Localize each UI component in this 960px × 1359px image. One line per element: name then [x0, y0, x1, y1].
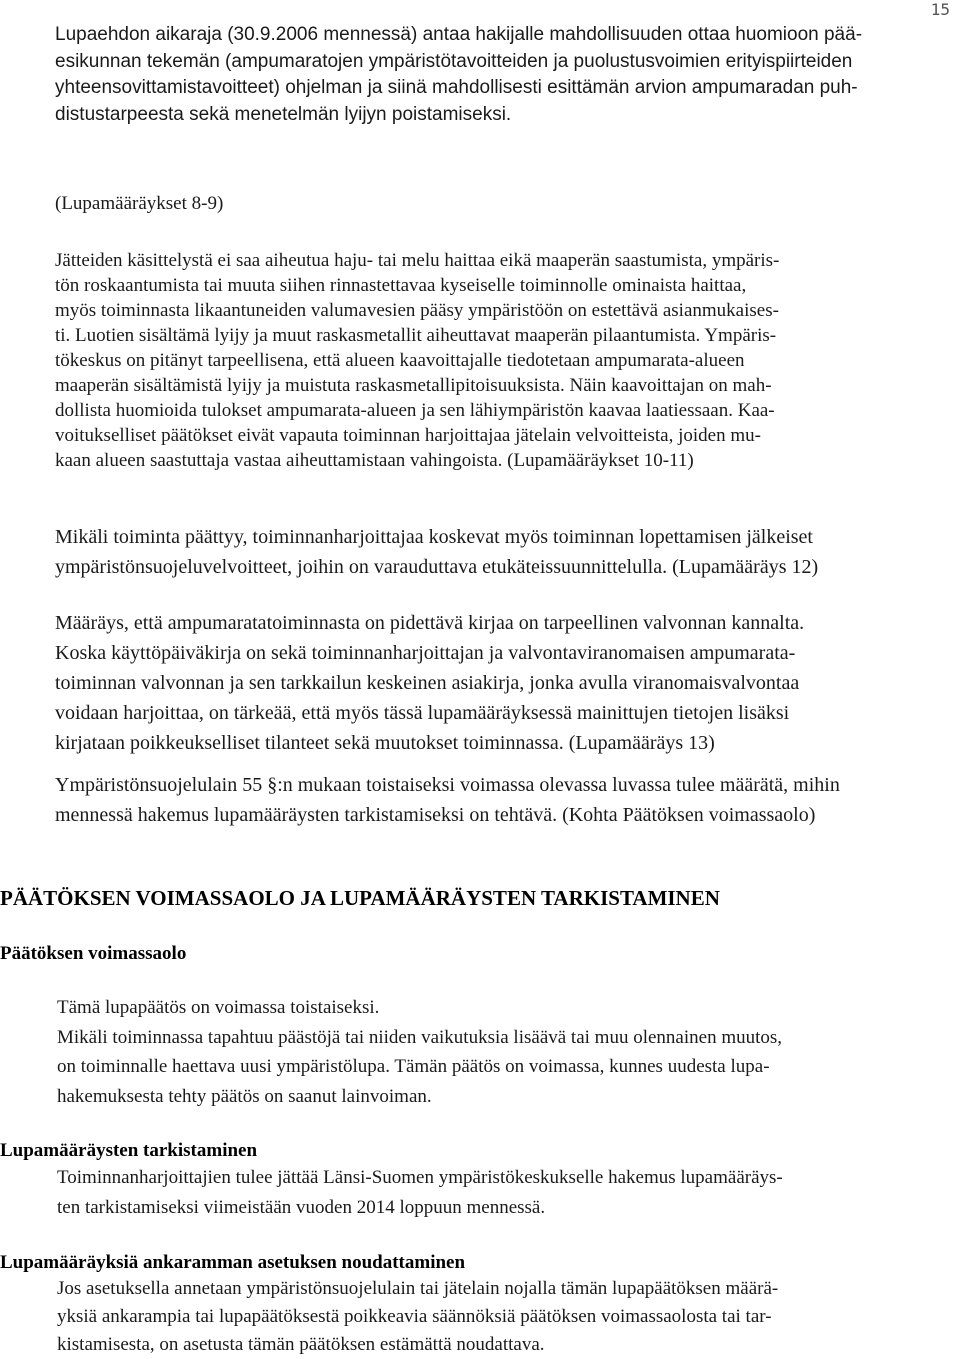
text-line: toiminnan valvonnan ja sen tarkkailun keskeinen asiakirja, jonka avulla viranomaisvalvontaa [55, 672, 800, 694]
waste-handling-paragraph [55, 248, 955, 473]
section-title: PÄÄTÖKSEN VOIMASSAOLO JA LUPAMÄÄRÄYSTEN TARKISTAMINEN [0, 886, 720, 910]
text-line: Toiminnanharjoittajien tulee jättää Länsi-Suomen ympäristökeskukselle hakemus lupamääräys- [57, 1167, 783, 1188]
termination-paragraph [55, 522, 957, 582]
records-paragraph [55, 608, 957, 758]
text-line: kirjataan poikkeukselliset tilanteet sekä muutokset toiminnassa. (Lupamääräys 13) [55, 732, 715, 754]
review-heading: Lupamääräysten tarkistaminen [0, 1140, 258, 1161]
text-line: Mikäli toiminta päättyy, toiminnanharjoittajaa koskevat myös toiminnan lopettamisen jälkeiset [55, 526, 813, 548]
text-line: (Lupamääräykset 8-9) [55, 193, 224, 214]
conditions-8-9-reference [55, 191, 955, 216]
text-line: yksiä ankarampia tai lupapäätöksestä poikkeavia säännöksiä päätöksen voimassaolosta tai tar- [57, 1306, 772, 1327]
text-line: Määräys, että ampumaratatoiminnasta on pidettävä kirjaa on tarpeellinen valvonnan kannalta. [55, 612, 805, 634]
page-number: 15 [930, 0, 950, 19]
text-line: on toiminnalle haettava uusi ympäristölupa. Tämän päätös on voimassa, kunnes uudesta lupa- [57, 1056, 770, 1077]
text-line: ten tarkistamiseksi viimeistään vuoden 2014 loppuun mennessä. [57, 1196, 546, 1218]
text-line: distustarpeesta sekä menetelmän lyijyn poistamiseksi. [55, 103, 512, 125]
permit-deadline-paragraph [55, 22, 960, 128]
text-line: yhteensovittamistavoitteet) ohjelman ja siinä mahdollisesti esittämän arvion ampumaradan puh- [55, 77, 858, 98]
text-line: Koska käyttöpäiväkirja on sekä toiminnanharjoittajan ja valvontaviranomaisen ampumarata- [55, 642, 796, 664]
text-line: kistamisesta, on asetusta tämän päätöksen estämättä noudattava. [57, 1334, 545, 1355]
text-line: maaperän sisältämistä lyijy ja muistuta raskasmetallipitoisuuksista. Näin kaavoittajan on mah- [55, 375, 772, 396]
law-paragraph [55, 770, 957, 830]
text-line: voidaan harjoittaa, on tärkeää, että myös tässä lupamääräyksessä mainittujen tietojen lisäksi [55, 702, 790, 724]
text-line: kaan alueen saastuttaja vastaa aiheuttamistaan vahingoista. (Lupamääräykset 10-11) [55, 450, 694, 471]
text-line: myös toiminnasta likaantuneiden valumavesien pääsy ympäristöön on estettävä asianmukaises- [55, 300, 779, 321]
text-line: esikunnan tekemän (ampumaratojen ympäristötavoitteiden ja puolustusvoimien erityispiirteiden [55, 50, 853, 72]
text-line: dollista huomioida tulokset ampumarata-alueen ja sen lähiympäristön kaavaa laatiessaan. Kaa- [55, 400, 775, 421]
text-line: Ympäristönsuojelulain 55 §:n mukaan toistaiseksi voimassa olevassa luvassa tulee määrätä, mihin [55, 774, 840, 796]
text-line: Lupaehdon aikaraja (30.9.2006 mennessä) antaa hakijalle mahdollisuuden ottaa huomioon pää- [55, 24, 863, 45]
text-line: Mikäli toiminnassa tapahtuu päästöjä tai niiden vaikutuksia lisäävä tai muu olennainen muutos, [57, 1026, 783, 1048]
text-line: Tämä lupapäätös on voimassa toistaiseksi. [57, 997, 380, 1018]
review-text [57, 1163, 952, 1222]
stricter-decree-text [57, 1275, 952, 1359]
text-line: tön roskaantumista tai muuta siihen rinnastettavaa kyseiselle toiminnolle ominaista haittaa, [55, 275, 747, 296]
validity-heading: Päätöksen voimassaolo [0, 943, 187, 964]
text-line: Jos asetuksella annetaan ympäristönsuojelulain tai jätelain nojalla tämän lupapäätöksen määrä- [57, 1278, 779, 1299]
text-line: hakemuksesta tehty päätös on saanut lainvoiman. [57, 1085, 432, 1107]
text-line: ympäristönsuojeluvelvoitteet, joihin on varauduttava etukäteissuunnittelulla. (Lupamääräys 12) [55, 556, 819, 578]
text-line: tökeskus on pitänyt tarpeellisena, että alueen kaavoittajalle tiedotetaan ampumarata-alueen [55, 350, 745, 371]
text-line: ti. Luotien sisältämä lyijy ja muut raskasmetallit aiheuttavat maaperän pilaantumista. Ympäris- [55, 325, 777, 346]
text-line: Jätteiden käsittelystä ei saa aiheutua haju- tai melu haittaa eikä maaperän saastumista, ympäris- [55, 250, 780, 271]
validity-text [57, 993, 952, 1111]
text-line: mennessä hakemus lupamääräysten tarkistamiseksi on tehtävä. (Kohta Päätöksen voimassaolo) [55, 804, 816, 826]
text-line: voitukselliset päätökset eivät vapauta toiminnan harjoittajaa jätelain velvoitteista, joiden mu- [55, 425, 761, 446]
stricter-decree-heading: Lupamääräyksiä ankaramman asetuksen noudattaminen [0, 1252, 466, 1273]
